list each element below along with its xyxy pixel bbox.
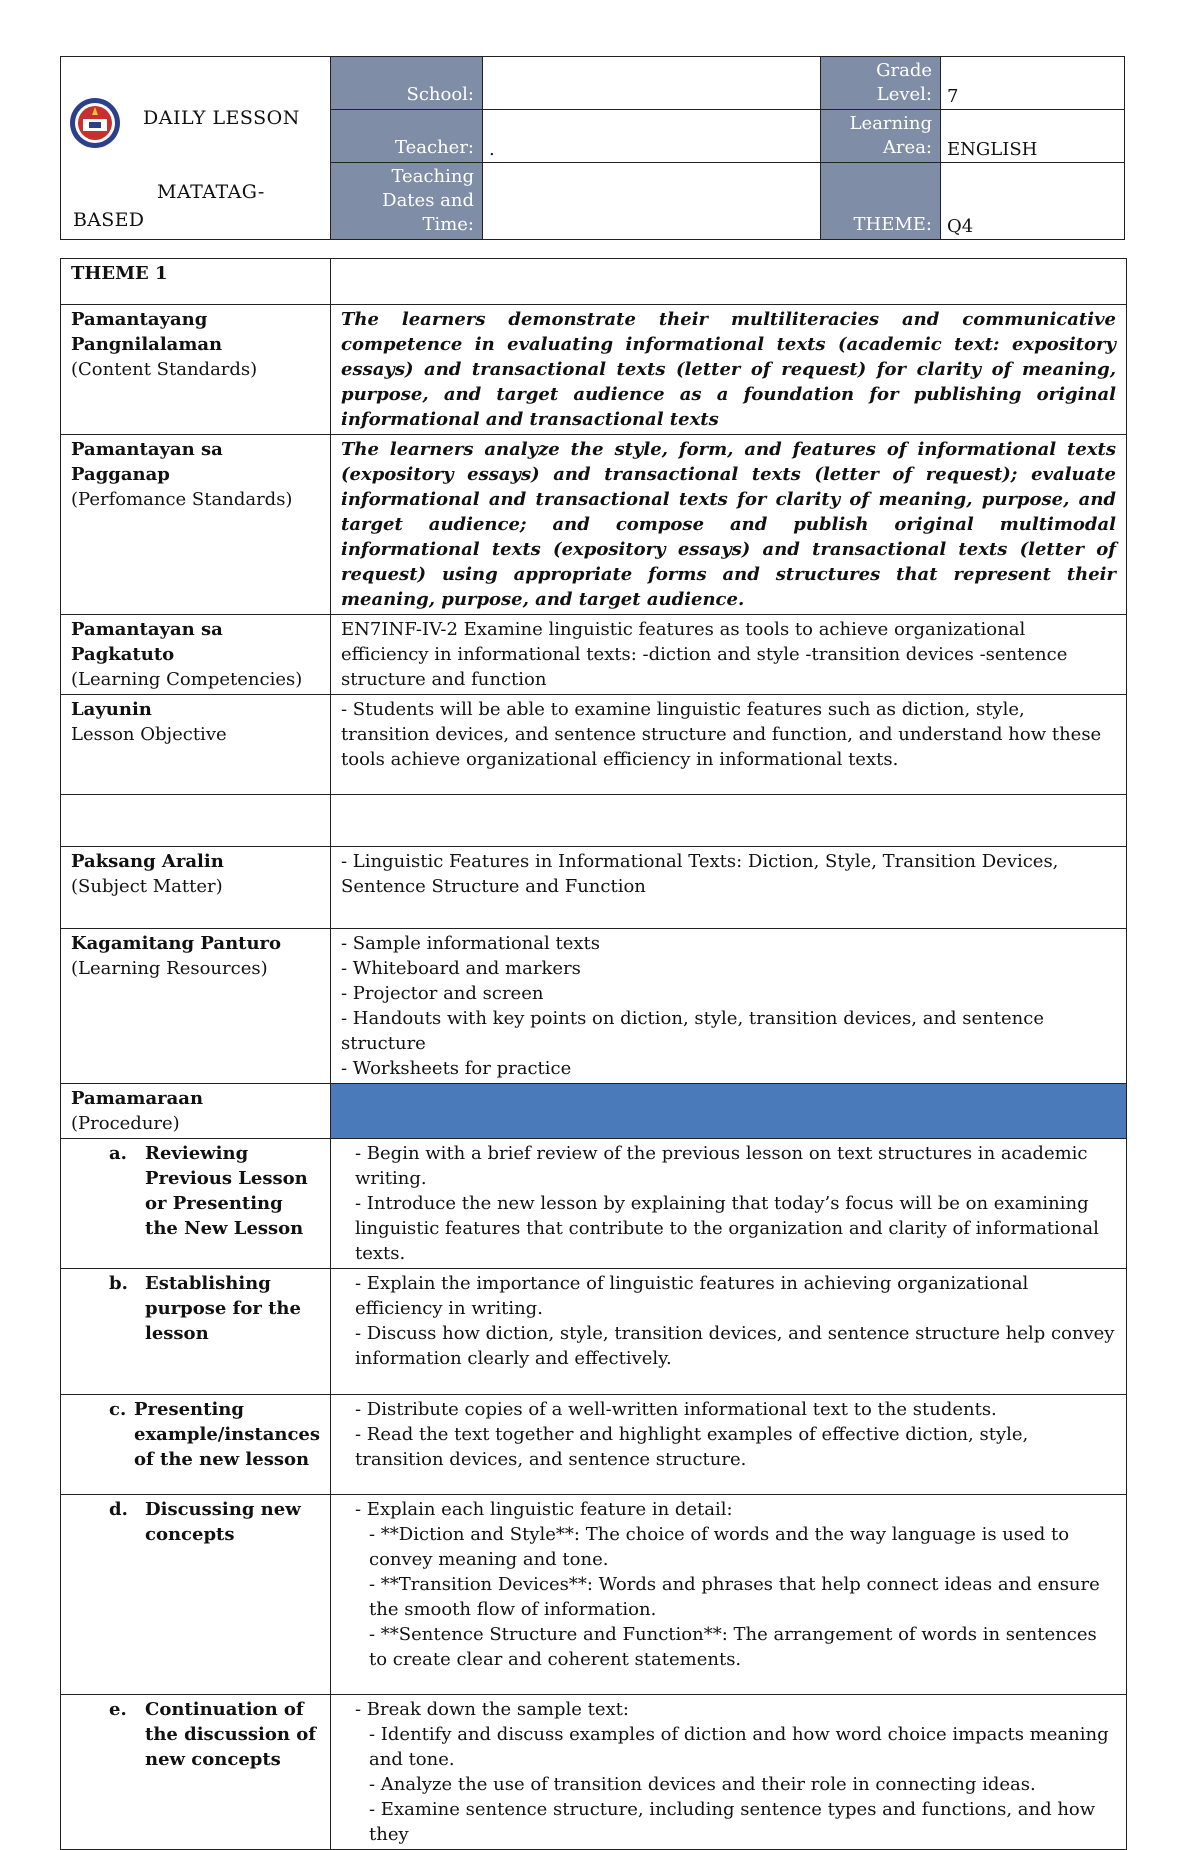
- learning-area-field[interactable]: ENGLISH: [941, 110, 1125, 163]
- table-row: [61, 615, 1127, 695]
- content-standards-value: The learners demonstrate their multiliteracies and communicative competence in evaluating informational texts (academic text: expository essays) and transactional texts (letter of request) for clarity of meaning, purpose, and target audience as a foundation for publishing original informational and transactional texts: [331, 305, 1127, 435]
- step-b-value: - Explain the importance of linguistic features in achieving organizational efficiency in writing. - Discuss how diction, style, transition devices, and sentence structure help convey information clearly and effectively.: [331, 1269, 1127, 1395]
- step-e-value: - Break down the sample text: - Identify and discuss examples of diction and how word choice impacts meaning and tone. - Analyze the use of transition devices and their role in connecting ideas. - Examine sentence structure, including sentence types and functions, and how they: [331, 1695, 1127, 1850]
- dates-field[interactable]: [483, 163, 821, 240]
- procedure-header-band: [331, 1084, 1127, 1139]
- deped-seal-icon: [69, 97, 121, 149]
- subject-matter-value: - Linguistic Features in Informational Texts: Diction, Style, Transition Devices, Sentence Structure and Function: [331, 847, 1127, 929]
- list-item: - Handouts with key points on diction, style, transition devices, and sentence structure: [341, 1008, 1044, 1054]
- table-row: [61, 695, 1127, 795]
- doc-title-line3: BASED: [73, 209, 145, 231]
- table-row: [61, 1395, 1127, 1495]
- table-row: [61, 1084, 1127, 1139]
- table-row: [61, 305, 1127, 435]
- theme-row-value[interactable]: [331, 259, 1127, 305]
- teacher-field[interactable]: .: [483, 110, 821, 163]
- school-label: School:: [331, 57, 483, 110]
- list-item: - Whiteboard and markers: [341, 958, 581, 979]
- theme-row-label: THEME 1: [61, 259, 331, 305]
- blank-row-label: [61, 795, 331, 847]
- performance-standards-value: The learners analyze the style, form, and features of informational texts (expository essays) and transactional texts (letter of request); evaluate informational and transactional texts for clarity of meaning, purpose, and target audience; and compose and publish original multimodal informational texts (expository essays) and transactional texts (letter of request) using appropriate forms and structures that represent their meaning, purpose, and target audience.: [331, 435, 1127, 615]
- table-row: [61, 795, 1127, 847]
- grade-level-label: Grade Level:: [821, 57, 941, 110]
- list-item: - Projector and screen: [341, 983, 544, 1004]
- doc-title-line2: MATATAG-: [157, 181, 265, 203]
- table-row: [61, 435, 1127, 615]
- content-standards-label: Pamantayang Pangnilalaman (Content Standards): [61, 305, 331, 435]
- performance-standards-label: Pamantayan sa Pagganap (Perfomance Standards): [61, 435, 331, 615]
- list-item: - Worksheets for practice: [341, 1058, 572, 1079]
- teacher-label: Teacher:: [331, 110, 483, 163]
- resources-list: [331, 929, 1127, 1084]
- theme-field[interactable]: Q4: [941, 163, 1125, 240]
- step-a-label: a. Reviewing Previous Lesson or Presenting the New Lesson: [61, 1139, 331, 1269]
- header-title-cell: [61, 57, 331, 240]
- step-d-value: - Explain each linguistic feature in detail: - **Diction and Style**: The choice of words and the way language is used to convey meaning and tone. - **Transition Devices**: Words and phrases that help connect ideas and ensure the smooth flow of information. - **Sentence Structure and Function**: The arrangement of words in sentences to create clear and coherent statements.: [331, 1495, 1127, 1695]
- list-item: - Sample informational texts: [341, 933, 600, 954]
- table-row: [61, 1495, 1127, 1695]
- school-field[interactable]: [483, 57, 821, 110]
- doc-title-line1: DAILY LESSON: [143, 107, 300, 129]
- step-d-label: d. Discussing new concepts: [61, 1495, 331, 1695]
- table-row: [61, 929, 1127, 1084]
- learning-area-label: Learning Area:: [821, 110, 941, 163]
- table-row: [61, 259, 1127, 305]
- step-c-label: c. Presenting example/instances of the new lesson: [61, 1395, 331, 1495]
- resources-label: Kagamitang Panturo (Learning Resources): [61, 929, 331, 1084]
- table-row: [61, 847, 1127, 929]
- dates-label: Teaching Dates and Time:: [331, 163, 483, 240]
- table-row: [61, 1695, 1127, 1850]
- blank-row-value[interactable]: [331, 795, 1127, 847]
- grade-level-field[interactable]: 7: [941, 57, 1125, 110]
- step-b-label: b. Establishing purpose for the lesson: [61, 1269, 331, 1395]
- step-e-label: e. Continuation of the discussion of new concepts: [61, 1695, 331, 1850]
- table-row: [61, 1269, 1127, 1395]
- procedure-label: Pamamaraan (Procedure): [61, 1084, 331, 1139]
- subject-matter-label: Paksang Aralin (Subject Matter): [61, 847, 331, 929]
- objective-label: Layunin Lesson Objective: [61, 695, 331, 795]
- header-table: [60, 56, 1125, 240]
- theme-label: THEME:: [821, 163, 941, 240]
- lesson-table: [60, 258, 1127, 1850]
- table-row: [61, 1139, 1127, 1269]
- competencies-label: Pamantayan sa Pagkatuto (Learning Competencies): [61, 615, 331, 695]
- step-c-value: - Distribute copies of a well-written informational text to the students. - Read the text together and highlight examples of effective diction, style, transition devices, and sentence structure.: [331, 1395, 1127, 1495]
- competencies-value: EN7INF-IV-2 Examine linguistic features as tools to achieve organizational efficiency in informational texts: -diction and style -transition devices -sentence structure and function: [331, 615, 1127, 695]
- objective-value: - Students will be able to examine linguistic features such as diction, style, transition devices, and sentence structure and function, and understand how these tools achieve organizational efficiency in informational texts.: [331, 695, 1127, 795]
- step-a-value: - Begin with a brief review of the previous lesson on text structures in academic writing. - Introduce the new lesson by explaining that today’s focus will be on examining linguistic features that contribute to the organization and clarity of informational texts.: [331, 1139, 1127, 1269]
